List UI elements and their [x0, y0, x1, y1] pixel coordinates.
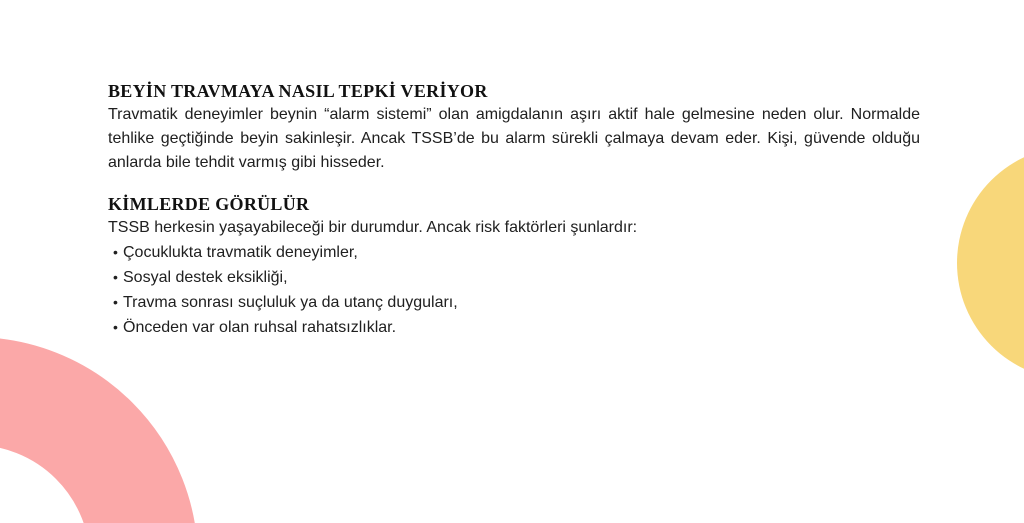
list-item [108, 265, 920, 290]
list-item-text: Travma sonrası suçluluk ya da utanç duyguları, [123, 294, 458, 311]
bullet-marker: • [113, 319, 118, 335]
bullet-marker: • [113, 244, 118, 260]
bullet-marker: • [113, 294, 118, 310]
text-content [108, 79, 920, 340]
list-item-text: Önceden var olan ruhsal rahatsızlıklar. [123, 319, 397, 336]
list-item [108, 315, 920, 340]
list-item-text: Çocuklukta travmatik deneyimler, [123, 244, 358, 261]
list-item [108, 290, 920, 315]
section-2-body: TSSB herkesin yaşayabileceği bir durumdur. Ancak risk faktörleri şunlardır: [108, 219, 638, 236]
bullet-marker: • [113, 269, 118, 285]
list-item [108, 240, 920, 265]
section-2-heading: KİMLERDE GÖRÜLÜR [108, 194, 310, 214]
section-1-heading: BEYİN TRAVMAYA NASIL TEPKİ VERİYOR [108, 81, 488, 101]
risk-factor-list [108, 240, 920, 340]
list-item-text: Sosyal destek eksikliği, [123, 269, 288, 286]
pink-ring-shape [0, 337, 198, 523]
yellow-circle-shape [957, 146, 1024, 380]
section-1-body: Travmatik deneyimler beynin “alarm sistemi” olan amigdalanın aşırı aktif hale gelmesine neden olur. Normalde tehlike geçtiğinde beyin sakinleşir. Ancak TSSB’de bu alarm sürekli çalmaya devam eder. Kişi, güvende olduğu anlarda bile tehdit varmış gibi hisseder. [108, 106, 920, 171]
